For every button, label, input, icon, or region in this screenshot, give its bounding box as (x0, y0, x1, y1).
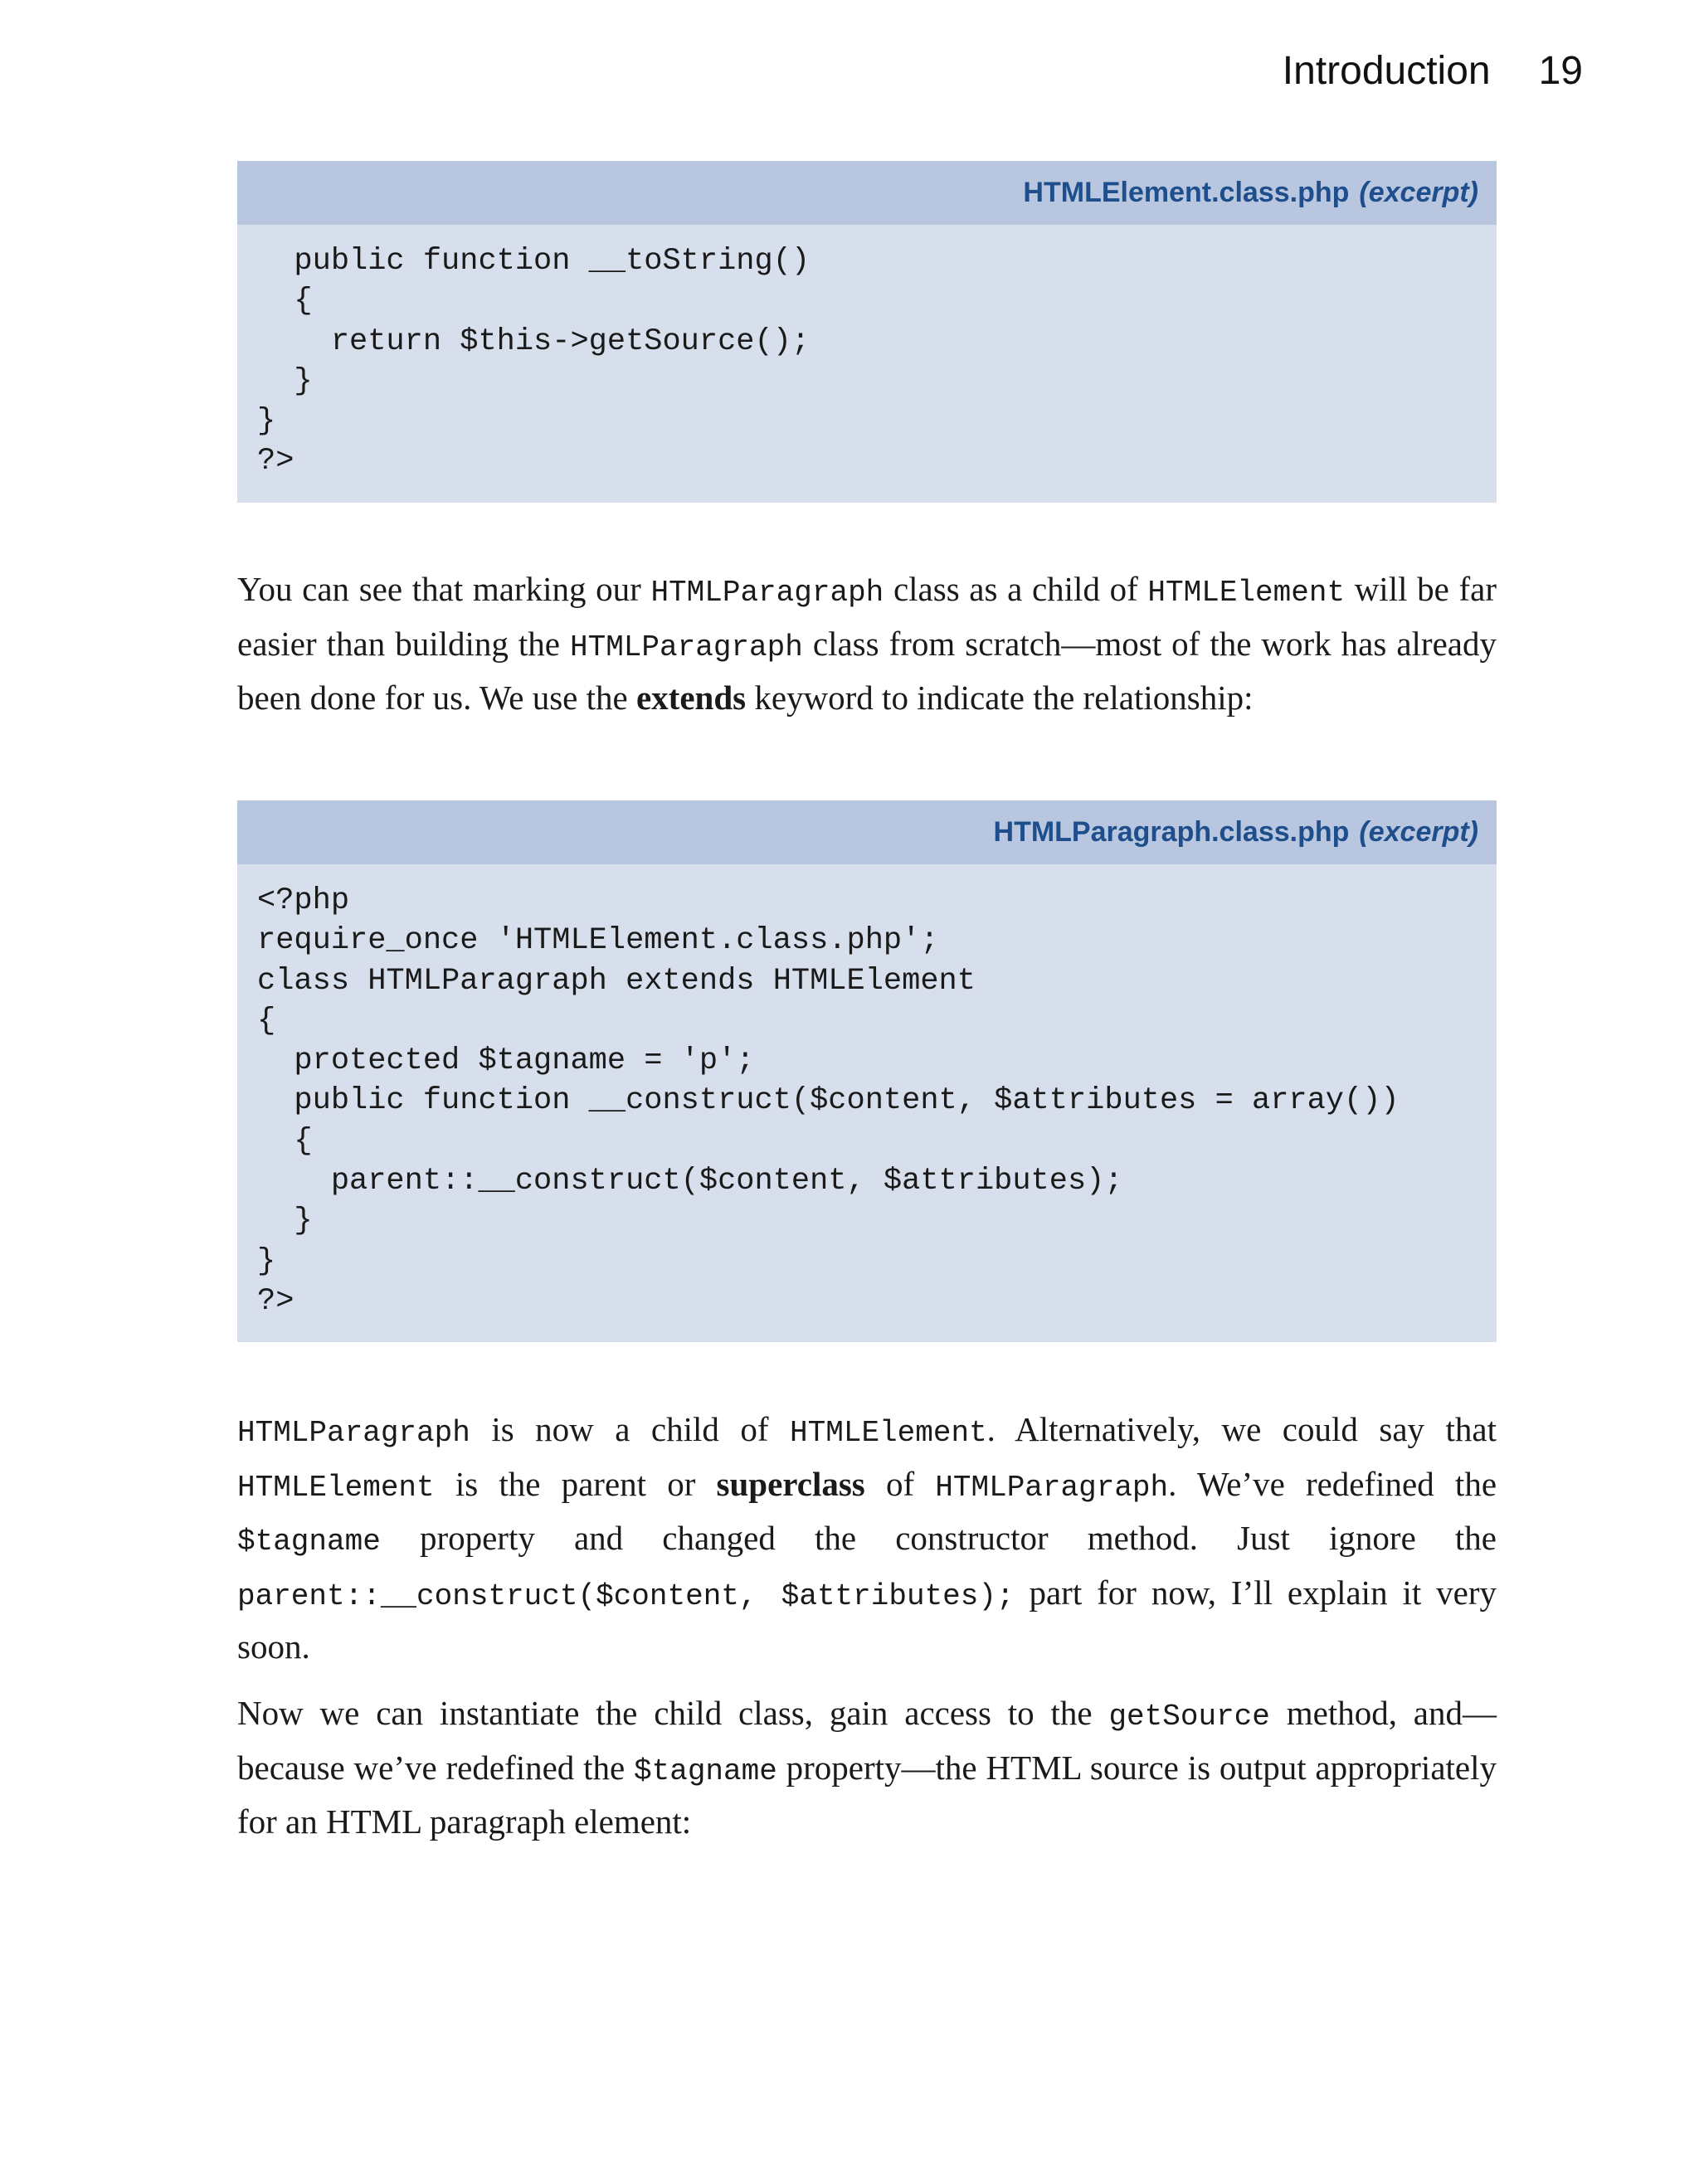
code-listing-filename: HTMLParagraph.class.php (993, 816, 1350, 848)
paragraph-superclass (237, 1404, 1497, 1672)
paragraph-instantiate (237, 1688, 1497, 1847)
inline-code: HTMLElement (1147, 576, 1346, 610)
inline-code: HTMLElement (237, 1470, 435, 1505)
inline-code: $tagname (237, 1525, 381, 1559)
text-run: property and changed the constructor method. Just ignore the (380, 1519, 1497, 1557)
page-number: 19 (1538, 49, 1583, 93)
text-run: will be far easier than building the (237, 570, 1497, 663)
code-listing-note: (excerpt) (1359, 816, 1478, 848)
paragraph-extends (237, 564, 1497, 723)
bold-term: extends (635, 679, 747, 717)
inline-code: getSource (1108, 1700, 1270, 1734)
text-run: You can see that marking our (237, 570, 651, 608)
inline-code: $tagname (634, 1754, 777, 1788)
inline-code: HTMLElement (790, 1416, 987, 1450)
code-listing-note: (excerpt) (1359, 177, 1478, 208)
inline-code: HTMLParagraph (237, 1416, 470, 1450)
running-head (1283, 48, 1583, 94)
text-run: method, and—because we’ve redefined the (237, 1694, 1497, 1787)
inline-code: HTMLParagraph (570, 630, 803, 664)
text-run: of (864, 1464, 936, 1503)
text-run: . We’ve redefined the (1168, 1464, 1497, 1503)
text-run: class from scratch—most of the work has already been done for us. We use the (237, 624, 1497, 717)
code-listing-filename: HTMLElement.class.php (1023, 177, 1350, 208)
code-listing-caption (237, 800, 1497, 864)
text-run: part for now, I’ll explain it very soon. (237, 1573, 1497, 1666)
text-run: is the parent or (434, 1464, 717, 1503)
code-listing-htmlparagraph (237, 800, 1497, 1342)
text-run: keyword to indicate the relationship: (746, 679, 1254, 717)
text-run: . Alternatively, we could say that (986, 1410, 1497, 1448)
inline-code: parent::__construct($content, $attributes); (237, 1578, 1015, 1613)
bold-term: superclass (716, 1464, 865, 1503)
code-listing-caption (237, 161, 1497, 225)
inline-code: HTMLParagraph (650, 576, 884, 610)
inline-code: HTMLParagraph (935, 1470, 1169, 1505)
text-run: property—the HTML source is output appropriately for an HTML paragraph element: (237, 1748, 1497, 1841)
text-run: class as a child of (884, 570, 1148, 608)
section-title: Introduction (1282, 49, 1491, 93)
code-block: <?php require_once 'HTMLElement.class.php'; class HTMLParagraph extends HTMLElement { protected $tagname = 'p'; public function __construct($content, $attributes = array()) { parent::__construct($content, $attributes); } } ?> (257, 883, 1400, 1319)
text-run: is now a child of (470, 1410, 791, 1448)
text-run: Now we can instantiate the child class, gain access to the (237, 1694, 1109, 1732)
code-block: public function __toString() { return $this->getSource(); } } ?> (257, 244, 811, 479)
code-listing-htmlelement (237, 161, 1497, 503)
